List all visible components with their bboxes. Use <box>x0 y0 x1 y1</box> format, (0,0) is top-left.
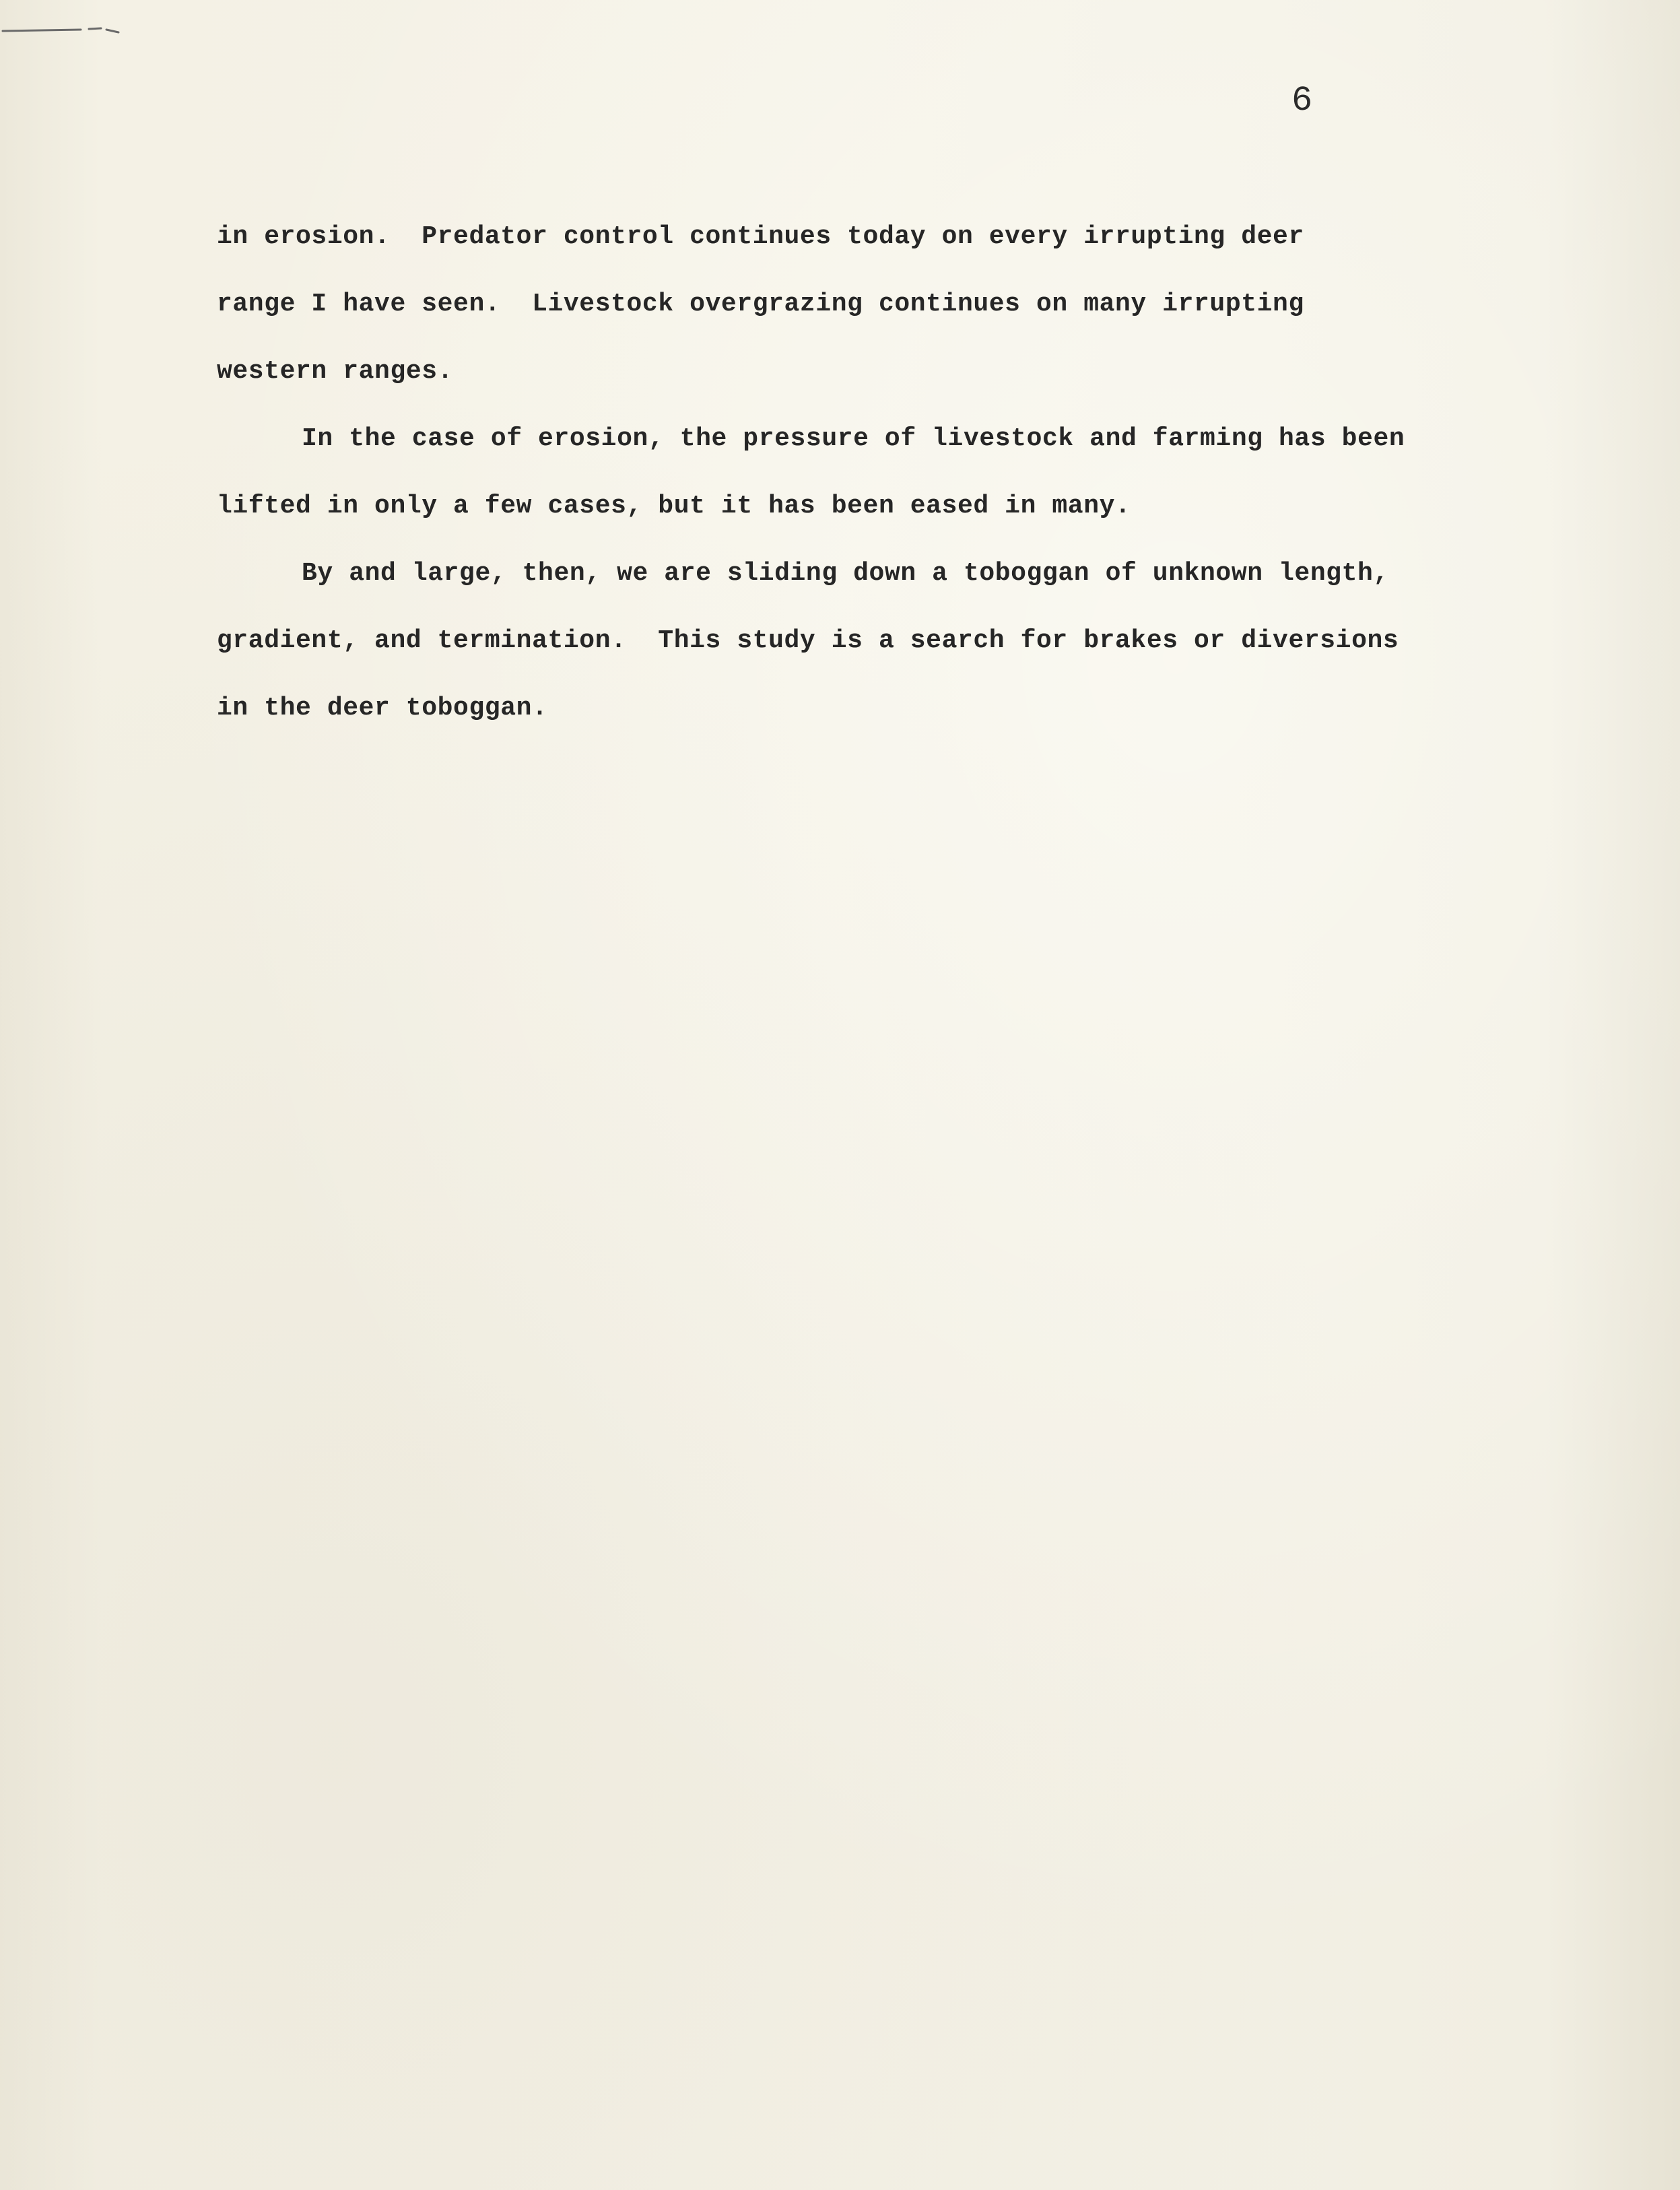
pencil-mark <box>0 23 121 38</box>
text-line: gradient, and termination. This study is a search for brakes or diversions <box>217 626 1399 655</box>
text-line: In the case of erosion, the pressure of livestock and farming has been <box>302 424 1405 453</box>
text-line: range I have seen. Livestock overgrazing continues on many irrupting <box>217 290 1304 319</box>
text-line: western ranges. <box>217 357 454 386</box>
text-line: in the deer toboggan. <box>217 694 548 723</box>
page-number: 6 <box>1291 81 1313 121</box>
text-line: lifted in only a few cases, but it has been eased in many. <box>217 492 1131 521</box>
text-line: in erosion. Predator control continues today on every irrupting deer <box>217 222 1304 251</box>
text-line: By and large, then, we are sliding down a toboggan of unknown length, <box>302 559 1389 588</box>
body-text <box>217 214 1530 753</box>
